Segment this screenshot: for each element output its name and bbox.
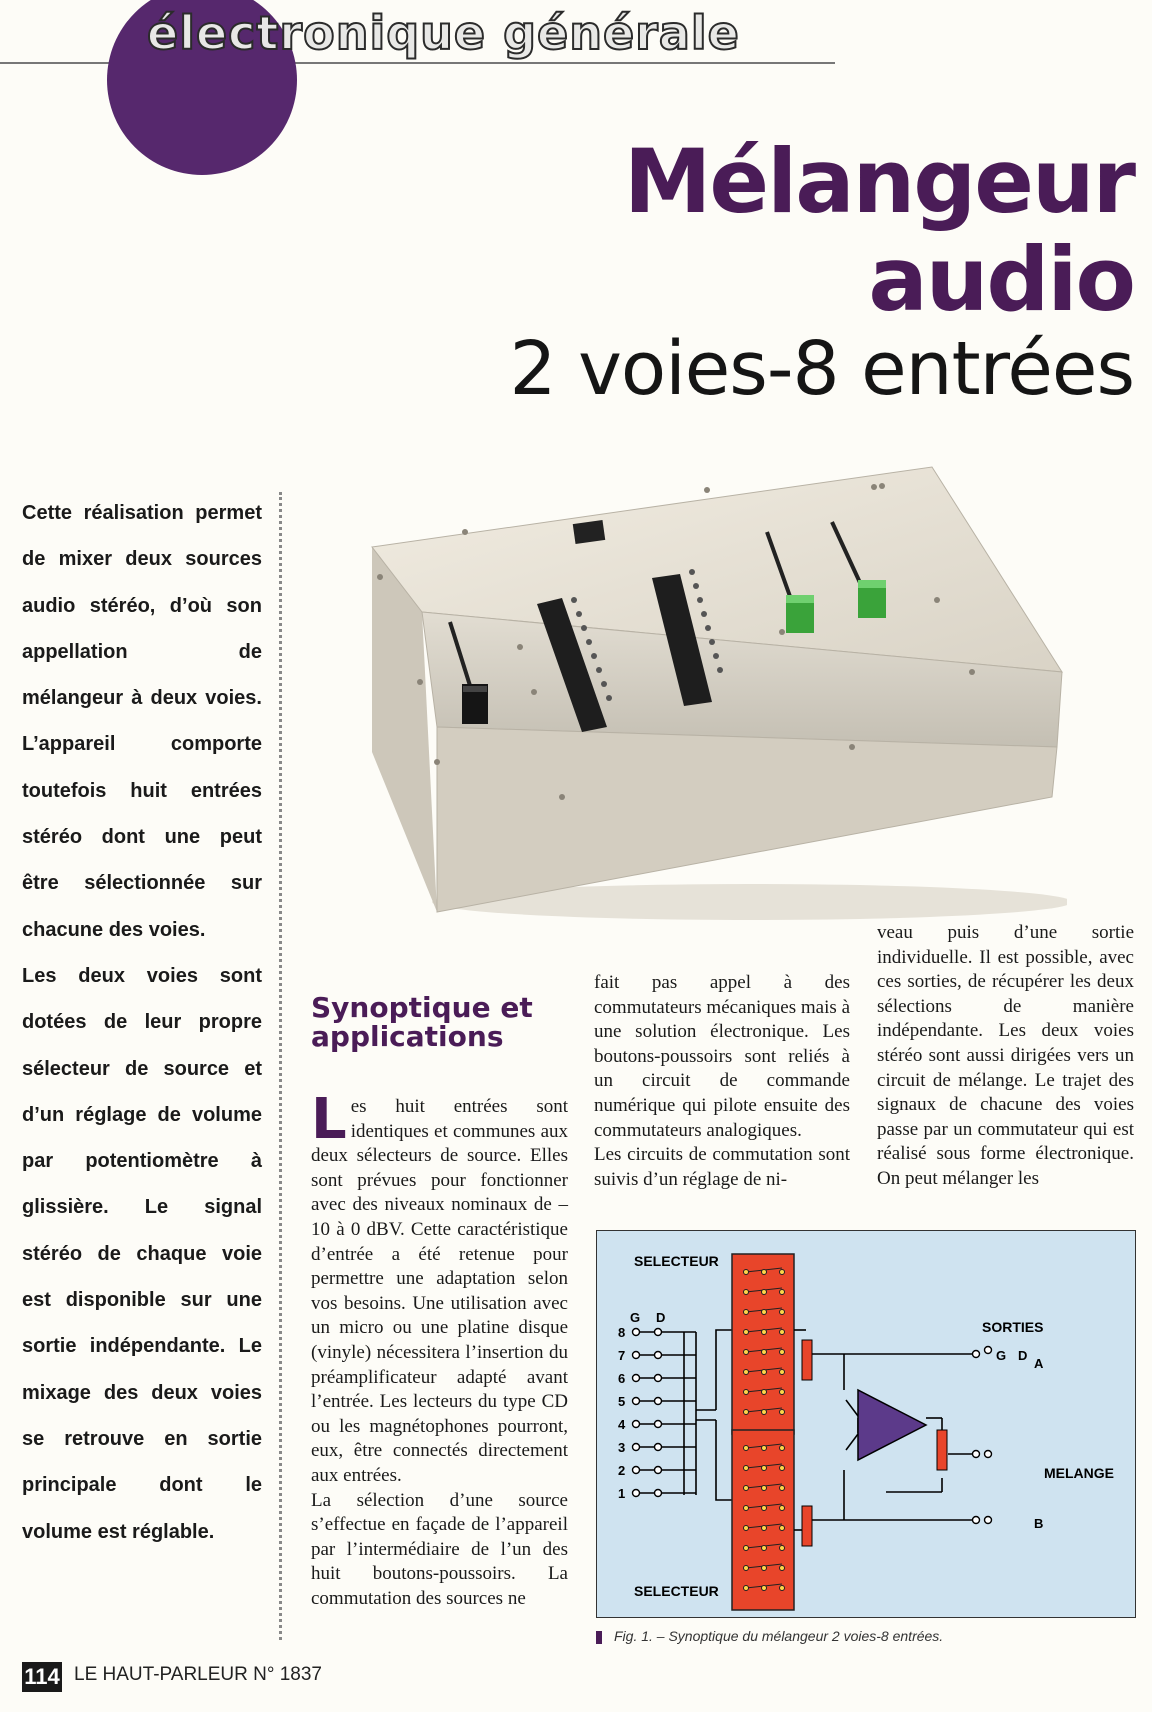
input-terminal [655,1329,662,1336]
switch-contact [780,1486,785,1491]
block-diagram [596,1230,1136,1618]
switch-contact [780,1390,785,1395]
switch-contact [762,1586,767,1591]
input-terminal [633,1329,640,1336]
mix-label: MELANGE [1044,1465,1114,1481]
magazine-issue: LE HAUT-PARLEUR N° 1837 [74,1664,323,1685]
selector-bottom-label: SELECTEUR [634,1583,719,1599]
input-terminal [633,1352,640,1359]
switch-contact [744,1390,749,1395]
switch-contact [762,1310,767,1315]
input-terminal [655,1467,662,1474]
input-terminal [633,1490,640,1497]
switch-contact [744,1566,749,1571]
switch-contact [780,1270,785,1275]
input-label-5: 5 [618,1394,626,1409]
paragraph-selection: La sélection d’une source s’effectue en façade de l’appareil par l’intermédiaire de l’un des huit boutons-poussoirs. La commutation des sources ne [311,1489,568,1609]
input-terminal [633,1375,640,1382]
drop-cap: L [311,1087,347,1152]
input-terminal [633,1421,640,1428]
switch-contact [780,1310,785,1315]
switch-contact [762,1410,767,1415]
switch-contact [762,1506,767,1511]
output-g-label: G [996,1348,1007,1363]
input-terminal [655,1352,662,1359]
input-terminal [655,1398,662,1405]
input-terminal [655,1421,662,1428]
switch-contact [762,1270,767,1275]
switch-contact [780,1546,785,1551]
switch-contact [762,1370,767,1375]
switch-contact [780,1350,785,1355]
paragraph-switching: fait pas appel à des commutateurs mécaniques mais à une solution électronique. Les boutons-poussoirs sont reliés à un circuit de commande numérique qui pilote ensuite des commutateurs analogiques. [594,972,850,1141]
input-label-8: 8 [618,1325,626,1340]
input-terminal [655,1375,662,1382]
input-label-4: 4 [618,1417,626,1432]
input-terminal [655,1444,662,1451]
selector-top-label: SELECTEUR [634,1253,719,1269]
switch-contact [762,1466,767,1471]
switch-contact [744,1350,749,1355]
paragraph-circuits: Les circuits de commutation sont suivis d’un réglage de ni- [594,1144,850,1190]
outputs-label: SORTIES [982,1319,1044,1335]
switch-contact [744,1586,749,1591]
paragraph-inputs [311,1087,568,1489]
switch-contact [744,1270,749,1275]
switch-contact [744,1526,749,1531]
intro-column [22,490,262,1555]
intro-paragraph-1: Cette réalisation permet de mixer deux sources audio stéréo, d’où son appellation de mélangeur à deux voies. L’appareil comporte toutefois huit entrées stéréo dont une peut être sélectionnée sur chacune des voies. [22,502,262,941]
paragraph-inputs-text: es huit entrées sont identiques et communes aux deux sélecteurs de source. Elles sont prévues pour fonctionner avec des niveaux nominaux de – 10 à 0 dBV. Cette caractéristique d’entrée a été retenue pour permettre une adaptation selon vos besoins. Une utilisation avec un micro ou une platine disque (vinyle) nécessitera l’insertion du préamplificateur adapté avant l’entrée. Les lecteurs du type CD ou les magnétophones pourront, eux, être connectés directement aux entrées. [311,1096,568,1486]
switch-contact [744,1410,749,1415]
section-title: électronique générale [147,6,740,60]
body-column-1 [311,1087,568,1611]
switch-contact [762,1526,767,1531]
figure-caption: Fig. 1. – Synoptique du mélangeur 2 voies-8 entrées. [614,1628,944,1644]
switch-contact [744,1290,749,1295]
article-title-line1: Mélangeur [623,130,1134,233]
switch-contact [762,1566,767,1571]
switch-contact [762,1546,767,1551]
input-g-label: G [630,1310,641,1325]
input-terminal [633,1444,640,1451]
article-title-line2: audio [868,228,1134,331]
switch-contact [744,1310,749,1315]
output-d-label: D [1018,1348,1028,1363]
switch-contact [762,1290,767,1295]
body-column-3 [877,921,1134,1192]
selector-top [732,1254,794,1434]
switch-contact [780,1290,785,1295]
switch-contact [762,1330,767,1335]
column-separator [279,492,282,1640]
switch-contact [762,1446,767,1451]
switch-contact [780,1466,785,1471]
switch-contact [780,1586,785,1591]
article-subtitle: 2 voies-8 entrées [509,326,1134,412]
input-label-3: 3 [618,1440,626,1455]
input-terminal [655,1490,662,1497]
switch-contact [744,1546,749,1551]
switch-contact [780,1566,785,1571]
mixer-photo [362,462,1067,924]
caption-marker [596,1631,602,1644]
input-label-7: 7 [618,1348,626,1363]
output-b-label: B [1034,1516,1044,1531]
intro-paragraph-2: Les deux voies sont dotées de leur propre sélecteur de source et d’un réglage de volume par potentiomètre à glissière. Le signal stéréo de chaque voie est disponible sur une sortie indépendante. Le mixage des deux voies se retrouve en sortie principale dont le volume est réglable. [22,964,262,1543]
input-terminal [633,1398,640,1405]
switch-contact [744,1466,749,1471]
switch-contact [762,1486,767,1491]
switch-contact [780,1506,785,1511]
body-column-2 [594,971,850,1192]
switch-contact [762,1350,767,1355]
paragraph-outputs: veau puis d’une sortie individuelle. Il est possible, avec ces sorties, de récupérer les deux sélections de manière indépendante. Les deux voies stéréo sont aussi dirigées vers un circuit de mélange. Le trajet des signaux de chacune des voies passe par un commutateur qui est réalisé sous forme électronique. On peut mélanger les [877,922,1134,1189]
switch-contact [744,1330,749,1335]
switch-contact [744,1446,749,1451]
input-terminal [633,1467,640,1474]
switch-contact [744,1486,749,1491]
section-heading: Synoptique et applications [311,991,533,1053]
input-label-6: 6 [618,1371,626,1386]
switch-contact [744,1506,749,1511]
output-a-label: A [1034,1356,1044,1371]
input-label-2: 2 [618,1463,626,1478]
switch-contact [780,1330,785,1335]
input-label-1: 1 [618,1486,626,1501]
page-number: 114 [22,1662,62,1692]
switch-contact [762,1390,767,1395]
switch-contact [744,1370,749,1375]
switch-contact [780,1370,785,1375]
selector-bottom [732,1430,794,1610]
input-d-label: D [656,1310,666,1325]
switch-contact [780,1446,785,1451]
switch-contact [780,1410,785,1415]
switch-contact [780,1526,785,1531]
